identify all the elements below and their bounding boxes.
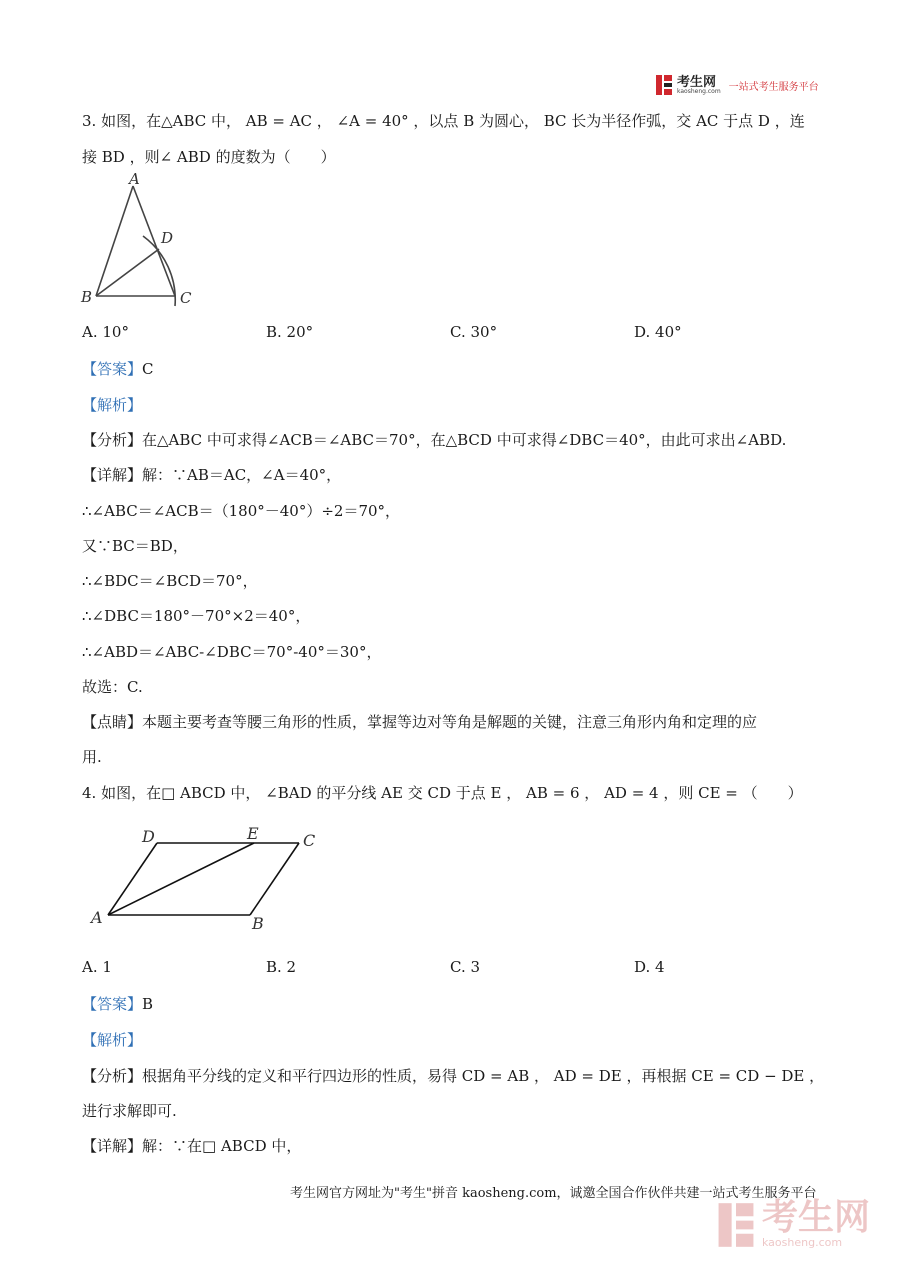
q4-fenxi-text: 根据角平分线的定义和平行四边形的性质，易得 CD = AB ， AD = DE ，再根据 CE = CD − DE ， (142, 1067, 825, 1085)
q3-option-c: C. 30° (450, 323, 498, 341)
q4-analysis-tag: 【解析】 (82, 1031, 143, 1049)
q3-triangle-figure (75, 170, 205, 315)
logo-name: 考生网 (677, 74, 717, 90)
q4-side-da (108, 843, 157, 915)
q4-segment-ae (108, 843, 254, 915)
q3-step-1: ∴∠ABC＝∠ACB＝（180°－40°）÷2＝70°， (82, 502, 401, 520)
q3-label-a: A (129, 170, 140, 188)
q3-label-c: C (180, 289, 192, 307)
q3-answer-tag: 【答案】 (82, 360, 143, 378)
q4-answer (82, 993, 153, 1014)
q3-xiangjie-text: 解：∵AB＝AC，∠A＝40°， (142, 466, 342, 484)
q3-option-a: A. 10° (82, 323, 129, 341)
q4-xiangjie (82, 1135, 301, 1156)
q4-parallelogram-figure (85, 822, 325, 937)
header-logo (655, 74, 819, 96)
q3-analysis-tag: 【解析】 (82, 396, 143, 414)
q3-segment-bd (96, 249, 159, 296)
watermark-logo-icon (716, 1201, 756, 1249)
q3-step-3: ∴∠BDC＝∠BCD＝70°， (82, 572, 258, 590)
logo-url: kaosheng.com (677, 87, 721, 95)
q4-answer-value: B (142, 995, 154, 1013)
q3-dianjing-text: 本题主要考查等腰三角形的性质，掌握等边对等角是解题的关键，注意三角形内角和定理的应 (142, 713, 758, 731)
q3-step-5: ∴∠ABD＝∠ABC‐∠DBC＝70°‐40°＝30°， (82, 643, 382, 661)
q3-stem-line1: 3. 如图，在△ABC 中， AB = AC ， ∠A = 40° ，以点 B 为圆心， BC 长为半径作弧，交 AC 于点 D ，连 (82, 112, 805, 130)
q3-fenxi (82, 429, 786, 450)
q4-fenxi-cont: 进行求解即可. (82, 1102, 177, 1120)
q3-answer-value: C (142, 360, 154, 378)
watermark-name: 考生网 (762, 1197, 871, 1238)
q3-xiangjie-tag: 【详解】 (82, 466, 143, 484)
kaosheng-logo-icon (655, 74, 673, 96)
q3-step-4: ∴∠DBC＝180°－70°×2＝40°， (82, 607, 311, 625)
q3-side-ab (96, 186, 133, 296)
q3-fenxi-tag: 【分析】 (82, 431, 143, 449)
q4-label-a: A (91, 908, 103, 927)
logo-slogan: 一站式考生服务平台 (728, 81, 819, 93)
q3-option-b: B. 20° (266, 323, 314, 341)
q3-fenxi-text: 在△ABC 中可求得∠ACB＝∠ABC＝70°，在△BCD 中可求得∠DBC＝40°，由此可求出∠ABD. (142, 431, 787, 449)
q4-option-b: B. 2 (266, 958, 297, 976)
q3-option-d: D. 40° (634, 323, 682, 341)
q4-option-c: C. 3 (450, 958, 481, 976)
q3-label-d: D (161, 229, 174, 247)
watermark (716, 1197, 871, 1249)
q3-step-6: 故选：C. (82, 678, 143, 696)
q4-answer-tag: 【答案】 (82, 995, 143, 1013)
q3-dianjing-tag: 【点睛】 (82, 713, 143, 731)
q4-stem-line1: 4. 如图，在□ ABCD 中， ∠BAD 的平分线 AE 交 CD 于点 E ， AB = 6 ， AD = 4 ，则 CE = （ ） (82, 784, 803, 802)
q3-stem-line2: 接 BD ，则∠ ABD 的度数为（ ） (82, 148, 336, 166)
q4-option-d: D. 4 (634, 958, 665, 976)
q4-fenxi (82, 1065, 824, 1086)
q4-xiangjie-tag: 【详解】 (82, 1137, 143, 1155)
q3-step-2: 又∵BC＝BD， (82, 537, 188, 555)
q4-label-d: D (142, 827, 155, 846)
watermark-url: kaosheng.com (762, 1236, 843, 1249)
q4-label-b: B (252, 914, 264, 933)
q4-fenxi-tag: 【分析】 (82, 1067, 143, 1085)
q4-option-a: A. 1 (82, 958, 112, 976)
footer-text: 考生网官方网址为"考生"拼音 kaosheng.com，诚邀全国合作伙伴共建一站式考生服务平台 (290, 1186, 817, 1201)
q4-label-c: C (303, 831, 316, 850)
q4-label-e: E (247, 824, 259, 843)
q4-side-bc (250, 843, 299, 915)
q3-dianjing (82, 711, 757, 732)
q3-xiangjie (82, 464, 341, 485)
q4-xiangjie-text: 解：∵在□ ABCD 中， (142, 1137, 302, 1155)
q3-answer (82, 358, 154, 379)
q3-dianjing-cont: 用. (82, 748, 102, 766)
q3-label-b: B (81, 288, 93, 306)
